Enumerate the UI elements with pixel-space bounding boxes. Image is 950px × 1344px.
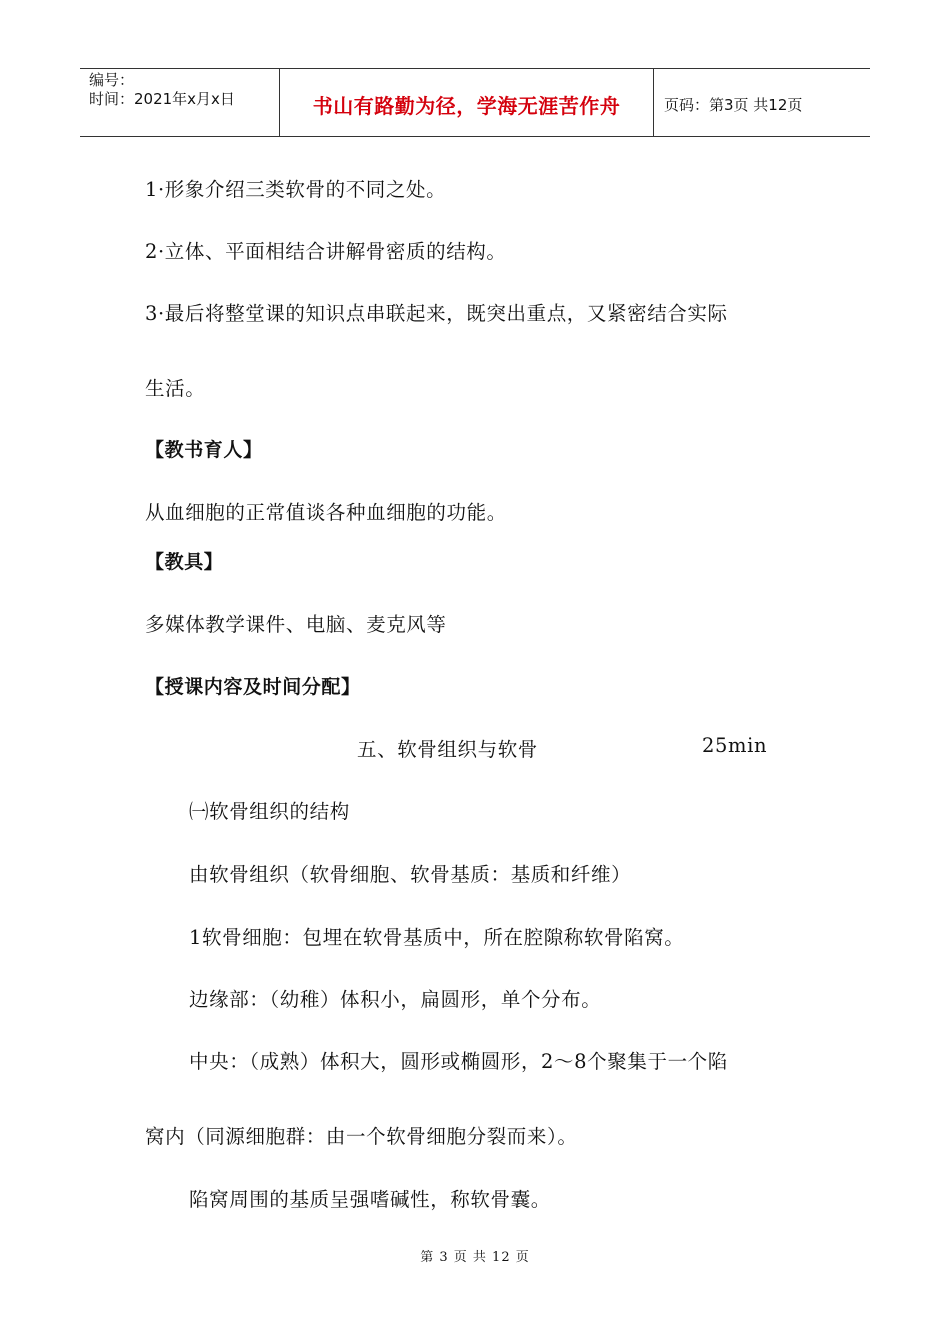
- body-line: 边缘部：（幼稚）体积小，扁圆形，单个分布。: [189, 988, 602, 1011]
- header-motto-cell: [280, 69, 654, 136]
- heading-tools: 【教具】: [145, 551, 224, 573]
- body-line: 陷窝周围的基质呈强嗜碱性，称软骨囊。: [189, 1188, 551, 1211]
- education-text: 从血细胞的正常值谈各种血细胞的功能。: [145, 501, 507, 524]
- motto: 书山有路勤为径，学海无涯苦作舟: [312, 94, 621, 118]
- tools-text: 多媒体教学课件、电脑、麦克风等: [145, 613, 447, 636]
- header-page-cell: [654, 71, 870, 138]
- body-line: 1软骨细胞：包埋在软骨基质中，所在腔隙称软骨陷窝。: [189, 926, 685, 949]
- section-title: 五、软骨组织与软骨: [357, 738, 538, 761]
- item-3-cont: 生活。: [145, 377, 206, 400]
- page-header: [80, 68, 870, 137]
- time-label: 时间：2021年x月x日: [89, 90, 235, 108]
- body-line: 中央：（成熟）体积大，圆形或椭圆形，2～8个聚集于一个陷: [189, 1050, 728, 1073]
- body-line: 由软骨组织（软骨细胞、软骨基质：基质和纤维）: [189, 863, 632, 886]
- section-time: 25min: [702, 734, 768, 757]
- page-label: 页码：第3页 共12页: [664, 96, 803, 114]
- subsection-title: ㈠软骨组织的结构: [189, 800, 350, 823]
- page-footer: 第 3 页 共 12 页: [420, 1250, 530, 1265]
- item-3: 3·最后将整堂课的知识点串联起来，既突出重点，又紧密结合实际: [145, 302, 728, 325]
- item-1: 1·形象介绍三类软骨的不同之处。: [145, 178, 447, 201]
- body-line: 窝内（同源细胞群：由一个软骨细胞分裂而来）。: [145, 1125, 578, 1148]
- header-meta: [80, 69, 280, 136]
- heading-content: 【授课内容及时间分配】: [145, 676, 361, 698]
- number-label: 编号：: [89, 71, 135, 89]
- item-2: 2·立体、平面相结合讲解骨密质的结构。: [145, 240, 507, 263]
- heading-education: 【教书育人】: [145, 439, 263, 461]
